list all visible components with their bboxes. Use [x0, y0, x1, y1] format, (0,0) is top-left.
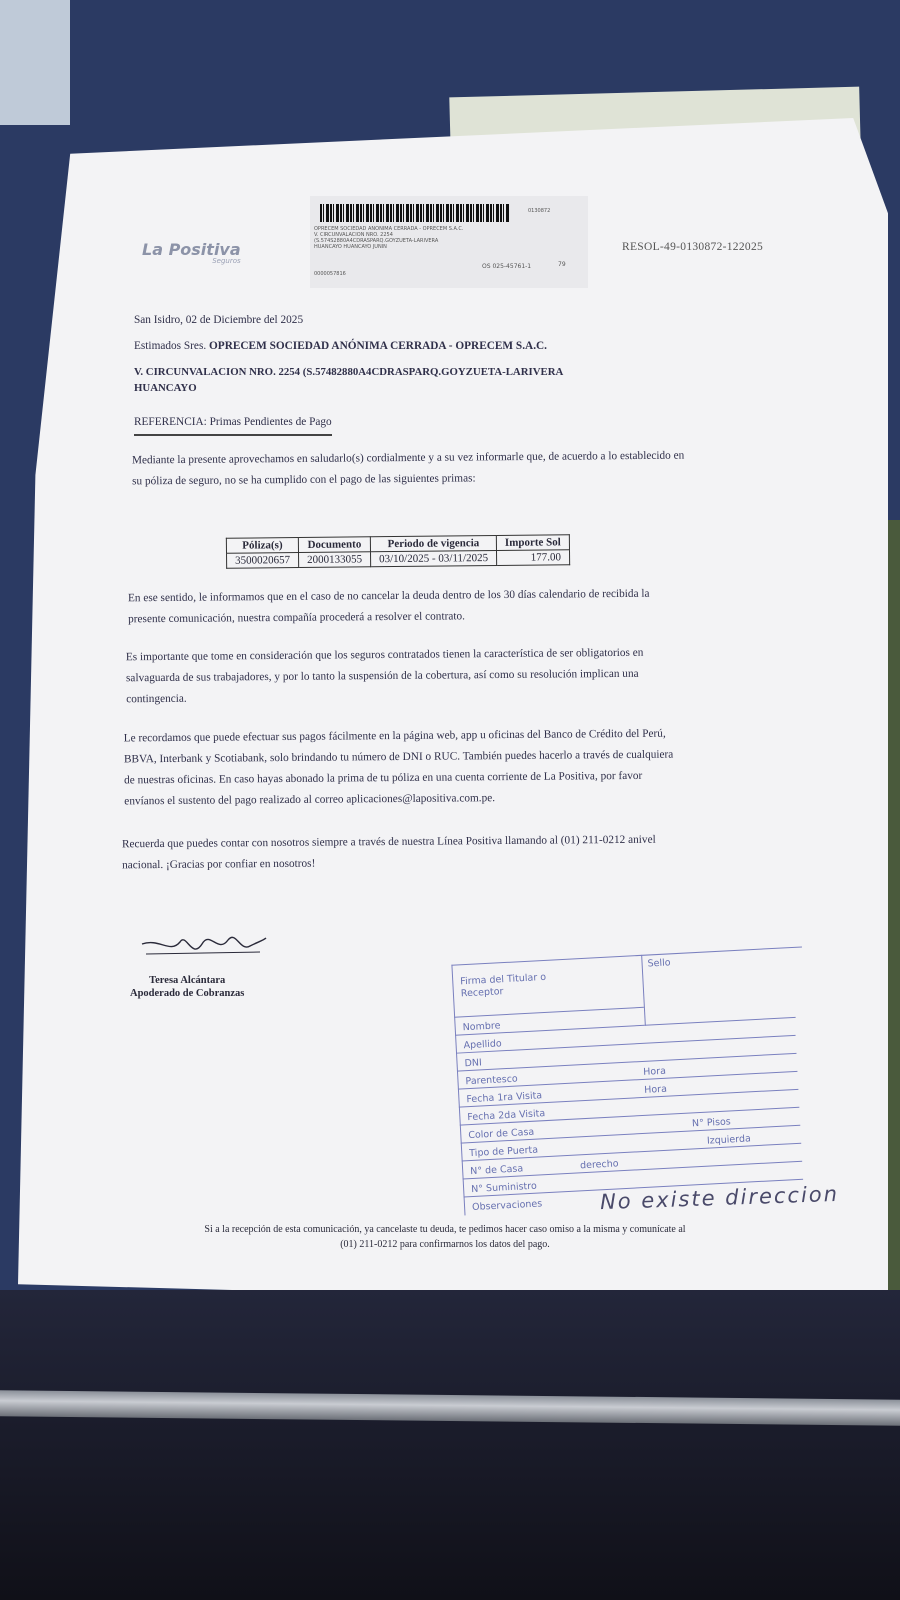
reference-code: RESOL-49-0130872-122025	[622, 241, 764, 253]
premiums-table	[226, 534, 570, 569]
table-row: 3500020657 2000133055 03/10/2025 - 03/11/2025 177.00	[227, 550, 570, 569]
letter-footer: Si a la recepción de esta comunicación, ya cancelaste tu deuda, te pedimos hacer caso omiso a la misma y comunícate al (01) 211-0212 para confirmarnos los datos del pago.	[204, 1224, 686, 1250]
company-logo: La Positiva Seguros	[142, 240, 241, 265]
table-header: Póliza(s) Documento Periodo de vigencia Importe Sol	[226, 535, 569, 554]
background-wall	[0, 0, 70, 125]
background-desk	[0, 1290, 900, 1600]
mail-label: 0130872 OPRECEM SOCIEDAD ANONIMA CERRADA - OPRECEM S.A.C. V. CIRCUNVALACION NRO. 2254 (S.574S2880A4CDRASPARQ.GOYZUETA-LARIVERA HUANCAYO HUANCAYO JUNIN 0000057816 OS 025-45761-1 79	[310, 196, 588, 288]
paragraph-4: Le recordamos que puede efectuar sus pagos fácilmente en la página web, app u oficinas del Banco de Crédito del Perú, BBVA, Interbank y Scotiabank, solo brindando tu número de DNI o RUC. También puedes hacerlo a través de cualquiera de nuestras oficinas. En caso hayas abonado la prima de tu póliza en una cuenta corriente de La Positiva, por favor envíanos el sustento del pago realizado al correo aplicaciones@lapositiva.com.pe.	[123, 727, 674, 808]
barcode-icon	[320, 204, 510, 222]
signer-block: Teresa Alcántara Apoderado de Cobranzas	[130, 975, 245, 999]
paragraph-1: Mediante la presente aprovechamos en saludarlo(s) cordialmente y a su vez informarle que, de acuerdo a lo establecido en su póliza de seguro, no se ha cumplido con el pago de las siguientes primas:	[131, 449, 685, 488]
signature-icon	[140, 924, 270, 972]
paragraph-3: Es importante que tome en consideración que los seguros contratados tienen la característica de ser obligatorios en salvaguarda de sus trabajadores, y por lo tanto la suspensión de la cobertura, así como su resolución implican una contingencia.	[125, 646, 644, 706]
greeting: Estimados Sres. OPRECEM SOCIEDAD ANÓNIMA CERRADA - OPRECEM S.A.C.	[134, 340, 547, 352]
delivery-stamp: Sello Firma del Titular o Receptor Nombre Apellido DNI Parentesco Hora Fecha 1ra Visita Hora Fecha 2da Visita Color de Casa N° Pisos Tipo de Puerta Izquierda N° de Casa derecho N° Suministro Observaciones	[451, 946, 832, 1227]
reference-line: REFERENCIA: Primas Pendientes de Pago	[134, 412, 332, 436]
handwritten-note: No existe direccion	[599, 1181, 840, 1215]
paragraph-2: En ese sentido, le informamos que en el caso de no cancelar la deuda dentro de los 30 días calendario de recibida la presente comunicación, nuestra compañía procederá a resolver el contrato.	[127, 587, 650, 626]
address: V. CIRCUNVALACION NRO. 2254 (S.57482880A4CDRASPARQ.GOYZUETA-LARIVERA HUANCAYO	[134, 366, 564, 394]
paragraph-5: Recuerda que puedes contar con nosotros siempre a través de nuestra Línea Positiva llamando al (01) 211-0212 anivel nacional. ¡Gracias por confiar en nosotros!	[121, 833, 656, 872]
letter-date: San Isidro, 02 de Diciembre del 2025	[134, 314, 304, 326]
